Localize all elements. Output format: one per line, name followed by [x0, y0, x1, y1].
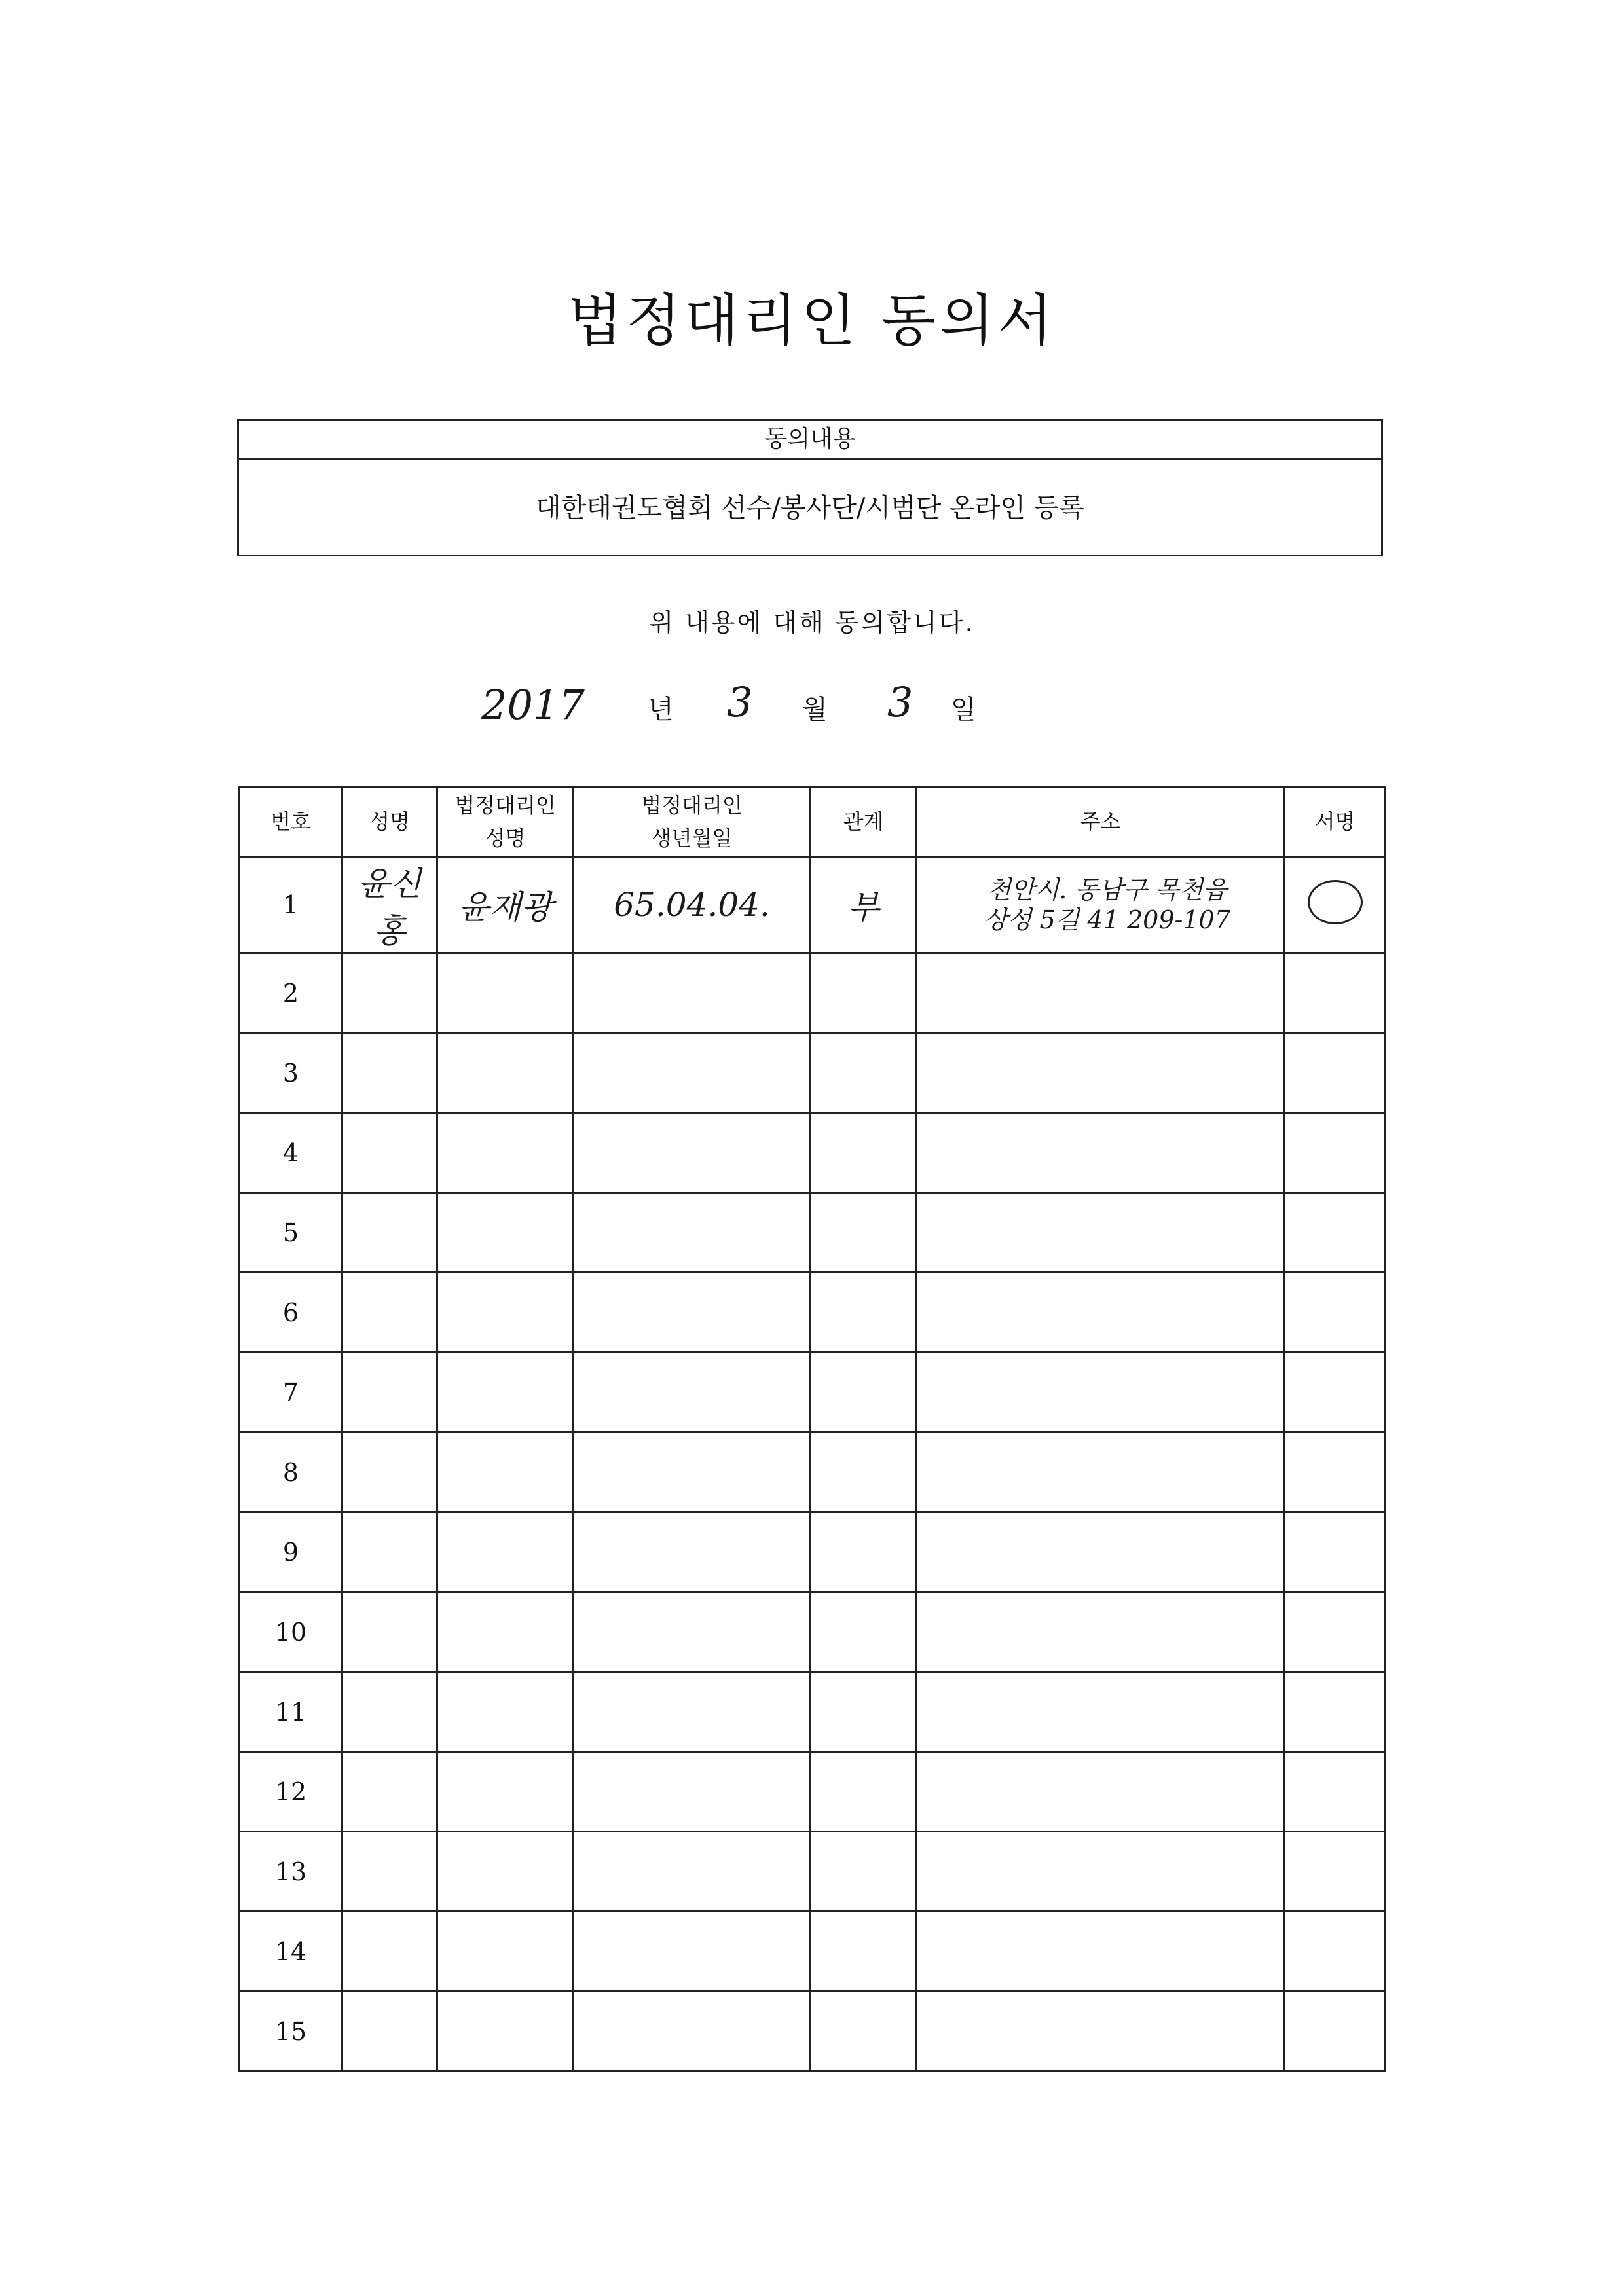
table-row	[240, 1353, 1386, 1432]
guardian-name	[437, 1672, 574, 1752]
table-row	[240, 1832, 1386, 1912]
row-number: 15	[240, 1992, 342, 2071]
signature	[1285, 1752, 1386, 1832]
signature	[1285, 1992, 1386, 2071]
header-signature: 서명	[1285, 787, 1386, 857]
address	[917, 1353, 1285, 1432]
guardian-birthdate	[574, 1033, 811, 1113]
guardian-name	[437, 953, 574, 1033]
student-name	[342, 1752, 437, 1832]
relation	[811, 1432, 917, 1512]
row-number: 10	[240, 1592, 342, 1672]
signature	[1285, 1353, 1386, 1432]
guardian-birthdate	[574, 1273, 811, 1353]
row-number: 12	[240, 1752, 342, 1832]
header-number: 번호	[240, 787, 342, 857]
guardian-name	[437, 1033, 574, 1113]
signature	[1285, 857, 1386, 953]
guardian-birthdate	[574, 1113, 811, 1193]
address: 천안시. 동남구 목천읍 상성 5길 41 209-107	[917, 857, 1285, 953]
student-name	[342, 1353, 437, 1432]
row-number: 3	[240, 1033, 342, 1113]
guardian-birthdate	[574, 1193, 811, 1273]
table-row	[240, 1512, 1386, 1592]
guardian-name: 윤재광	[437, 857, 574, 953]
guardian-name	[437, 1273, 574, 1353]
relation	[811, 1752, 917, 1832]
table-row	[240, 1033, 1386, 1113]
guardian-name	[437, 1353, 574, 1432]
guardian-birthdate	[574, 1912, 811, 1992]
row-number: 13	[240, 1832, 342, 1912]
guardian-name	[437, 1912, 574, 1992]
signature	[1285, 1193, 1386, 1273]
guardian-name	[437, 1193, 574, 1273]
signature	[1285, 1512, 1386, 1592]
address	[917, 1912, 1285, 1992]
address	[917, 1033, 1285, 1113]
table-header-row	[240, 787, 1386, 857]
guardian-name	[437, 1992, 574, 2071]
address	[917, 1273, 1285, 1353]
date-line	[0, 678, 1624, 733]
student-name	[342, 1432, 437, 1512]
student-name	[342, 1193, 437, 1273]
relation	[811, 1113, 917, 1193]
guardian-birthdate	[574, 1353, 811, 1432]
table-row	[240, 857, 1386, 953]
date-day-unit: 일	[951, 695, 976, 725]
header-relation: 관계	[811, 787, 917, 857]
date-month: 3	[727, 678, 753, 726]
relation	[811, 953, 917, 1033]
agreement-statement: 위 내용에 대해 동의합니다.	[649, 608, 975, 637]
consent-box	[237, 419, 1383, 556]
address	[917, 1672, 1285, 1752]
student-name	[342, 1992, 437, 2071]
relation	[811, 1832, 917, 1912]
header-name: 성명	[342, 787, 437, 857]
row-number: 5	[240, 1193, 342, 1273]
document-title: 법정대리인 동의서	[568, 288, 1056, 354]
table-row	[240, 1113, 1386, 1193]
address	[917, 1512, 1285, 1592]
date-year: 2017	[481, 681, 585, 729]
guardian-name	[437, 1752, 574, 1832]
relation	[811, 1912, 917, 1992]
table-row	[240, 1752, 1386, 1832]
relation	[811, 1512, 917, 1592]
consent-content: 대한태권도협회 선수/봉사단/시범단 온라인 등록	[536, 493, 1084, 523]
student-name: 윤신홍	[342, 857, 437, 953]
guardian-birthdate	[574, 1672, 811, 1752]
guardian-name	[437, 1432, 574, 1512]
signature	[1285, 1912, 1386, 1992]
registration-table	[238, 786, 1386, 2072]
student-name	[342, 1672, 437, 1752]
address	[917, 1113, 1285, 1193]
table-row	[240, 1992, 1386, 2071]
row-number: 2	[240, 953, 342, 1033]
row-number: 6	[240, 1273, 342, 1353]
table-row	[240, 1193, 1386, 1273]
relation	[811, 1592, 917, 1672]
table-row	[240, 1273, 1386, 1353]
student-name	[342, 1273, 437, 1353]
signature	[1285, 1832, 1386, 1912]
relation	[811, 1353, 917, 1432]
signature	[1285, 1273, 1386, 1353]
row-number: 14	[240, 1912, 342, 1992]
row-number: 4	[240, 1113, 342, 1193]
header-guardian-name: 법정대리인 성명	[437, 787, 574, 857]
address	[917, 953, 1285, 1033]
guardian-name	[437, 1832, 574, 1912]
guardian-birthdate: 65.04.04.	[574, 857, 811, 953]
signature	[1285, 1672, 1386, 1752]
row-number: 11	[240, 1672, 342, 1752]
guardian-name	[437, 1592, 574, 1672]
student-name	[342, 1033, 437, 1113]
row-number: 8	[240, 1432, 342, 1512]
relation	[811, 1033, 917, 1113]
address	[917, 1752, 1285, 1832]
date-day: 3	[887, 678, 913, 726]
table-row	[240, 1672, 1386, 1752]
row-number: 1	[240, 857, 342, 953]
consent-heading: 동의내용	[239, 421, 1381, 460]
student-name	[342, 1832, 437, 1912]
guardian-birthdate	[574, 1592, 811, 1672]
signature	[1285, 1432, 1386, 1512]
guardian-birthdate	[574, 1992, 811, 2071]
guardian-birthdate	[574, 1832, 811, 1912]
address	[917, 1592, 1285, 1672]
relation	[811, 1273, 917, 1353]
table-row	[240, 1912, 1386, 1992]
table-row	[240, 1592, 1386, 1672]
address	[917, 1992, 1285, 2071]
guardian-birthdate	[574, 1432, 811, 1512]
row-number: 9	[240, 1512, 342, 1592]
student-name	[342, 953, 437, 1033]
signature	[1285, 1113, 1386, 1193]
address	[917, 1193, 1285, 1273]
address	[917, 1432, 1285, 1512]
relation	[811, 1193, 917, 1273]
signature	[1285, 1033, 1386, 1113]
relation	[811, 1672, 917, 1752]
guardian-name	[437, 1113, 574, 1193]
student-name	[342, 1512, 437, 1592]
student-name	[342, 1113, 437, 1193]
student-name	[342, 1912, 437, 1992]
guardian-birthdate	[574, 1512, 811, 1592]
date-month-unit: 월	[802, 695, 828, 725]
header-guardian-birth: 법정대리인 생년월일	[574, 787, 811, 857]
guardian-birthdate	[574, 953, 811, 1033]
guardian-name	[437, 1512, 574, 1592]
table-row	[240, 1432, 1386, 1512]
signature	[1285, 1592, 1386, 1672]
relation: 부	[811, 857, 917, 953]
relation	[811, 1992, 917, 2071]
student-name	[342, 1592, 437, 1672]
table-row	[240, 953, 1386, 1033]
guardian-birthdate	[574, 1752, 811, 1832]
address	[917, 1832, 1285, 1912]
signature	[1285, 953, 1386, 1033]
row-number: 7	[240, 1353, 342, 1432]
signature-mark	[1308, 880, 1363, 924]
date-year-unit: 년	[648, 695, 674, 725]
header-address: 주소	[917, 787, 1285, 857]
